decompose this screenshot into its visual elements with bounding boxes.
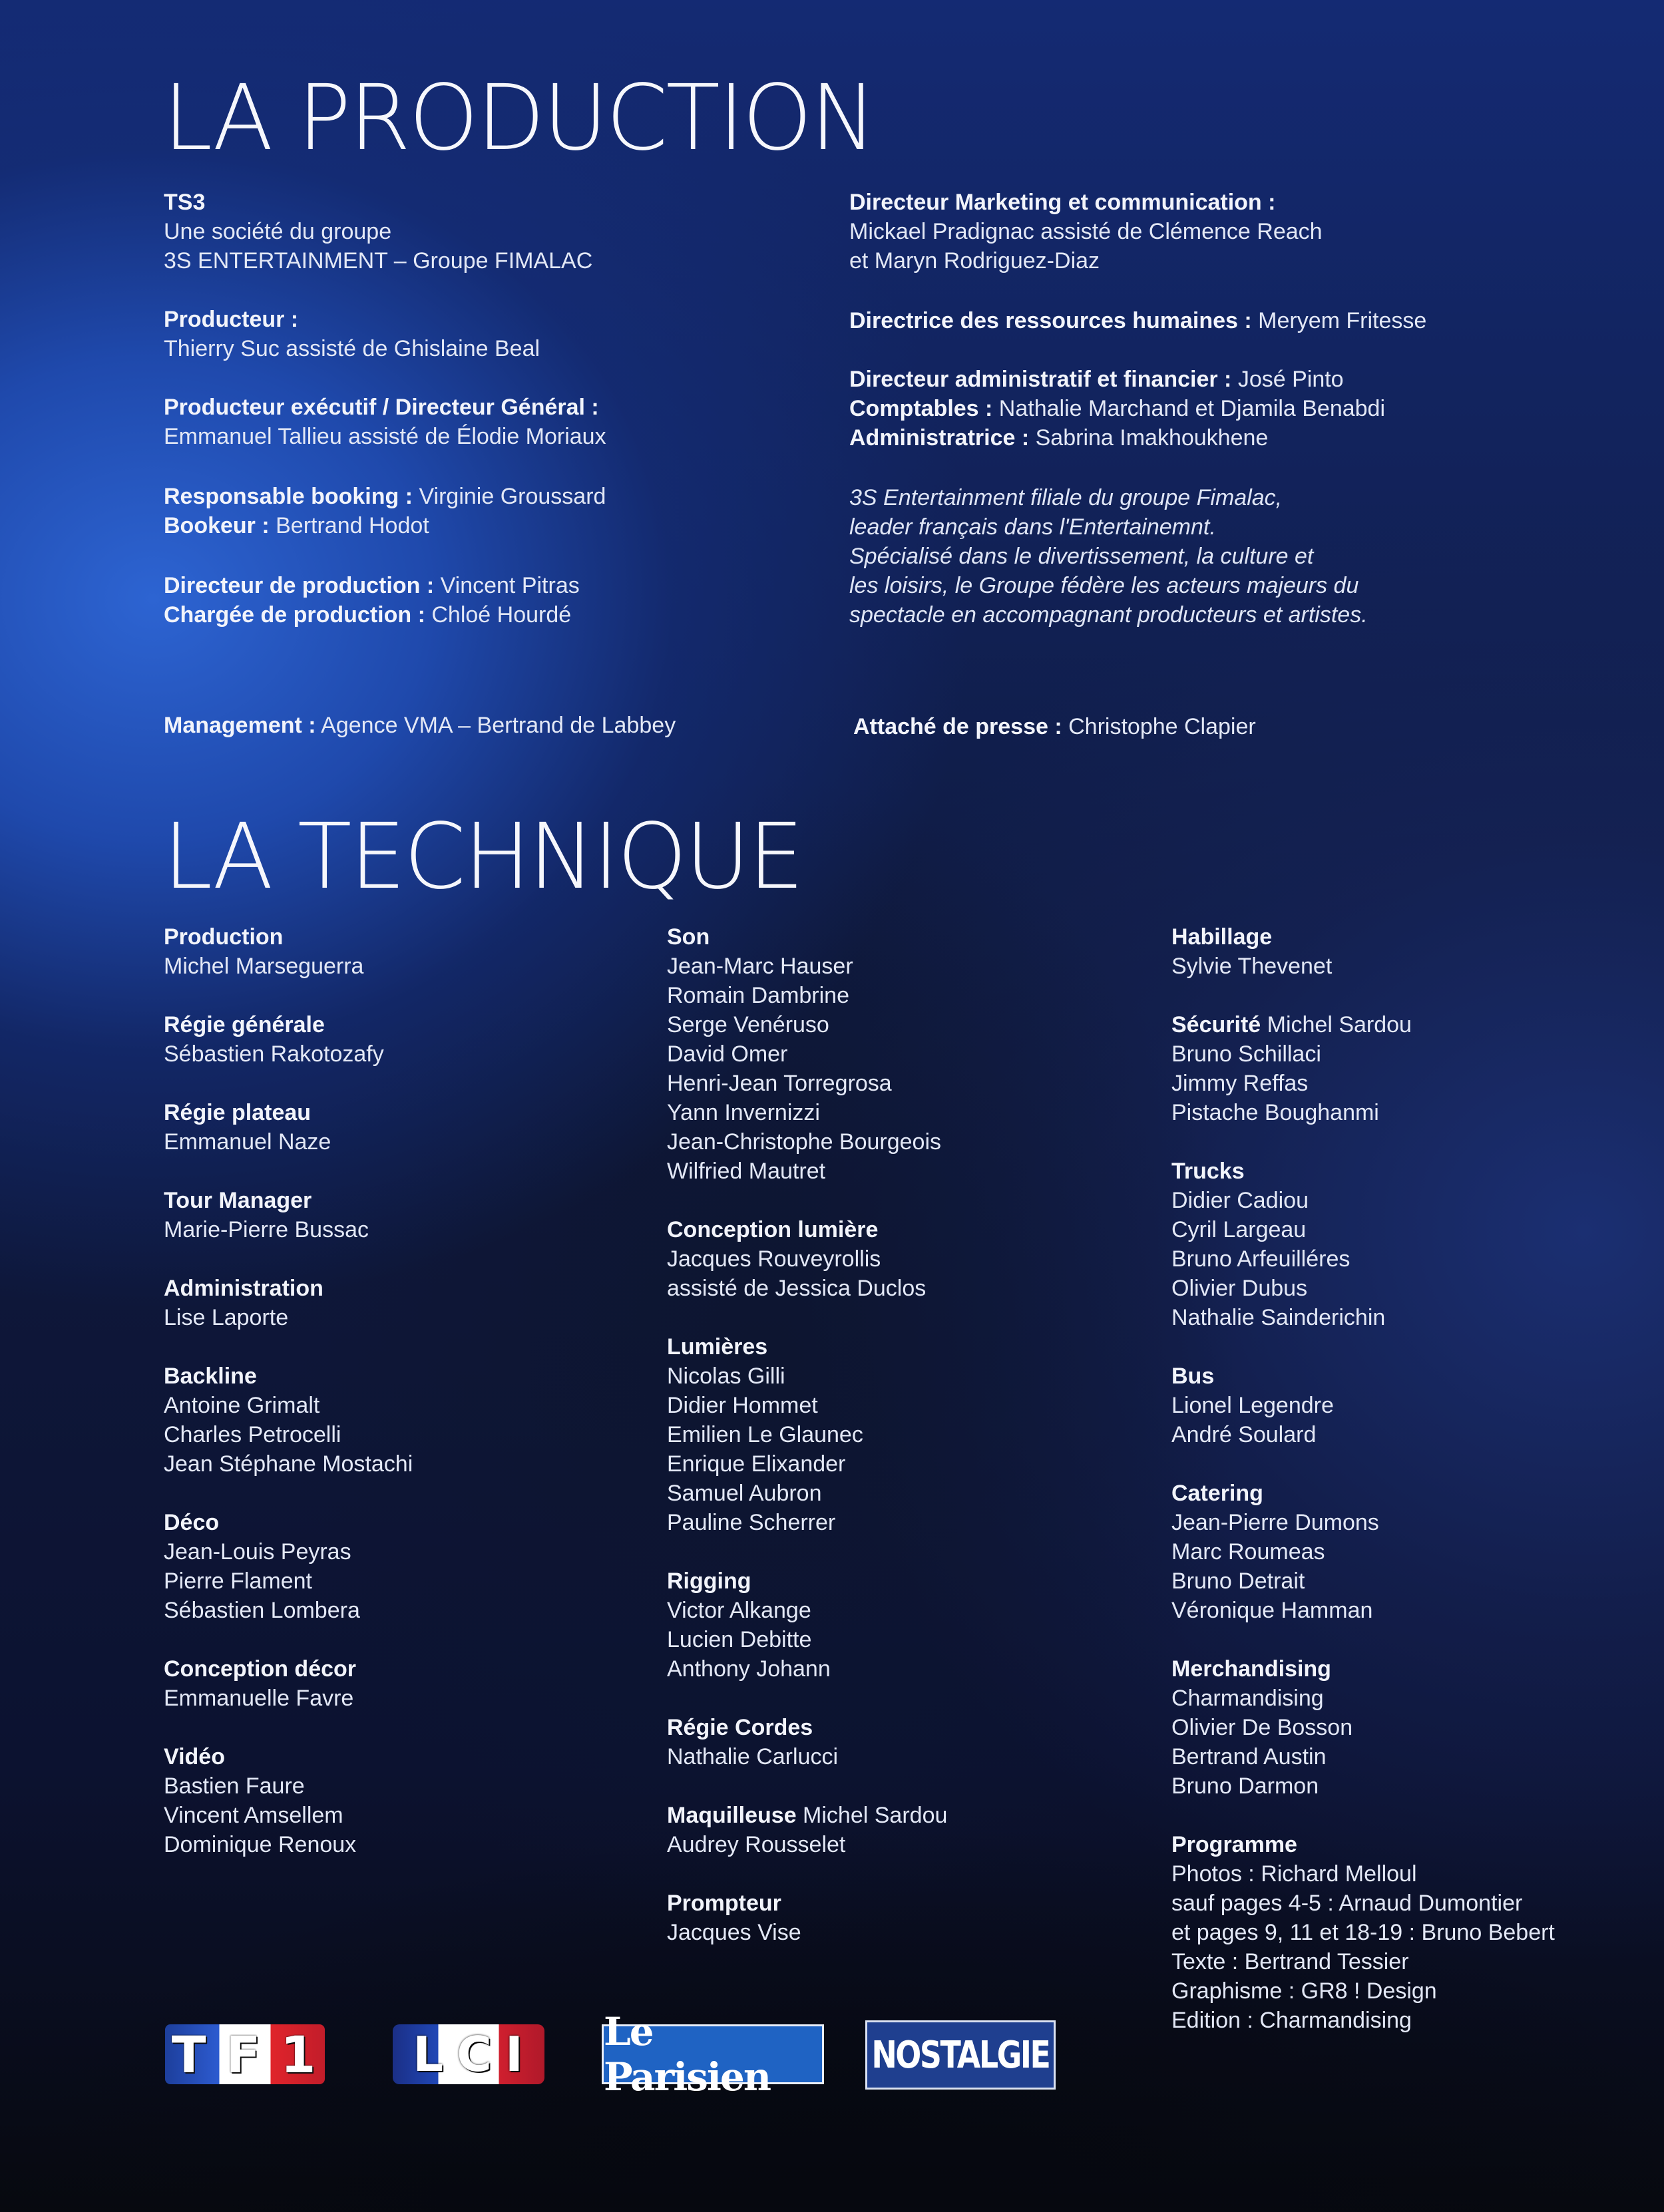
credit-name: Sébastien Lombera	[164, 1598, 360, 1623]
credit-section	[164, 1098, 656, 1157]
credit-name: Pistache Boughanmi	[1171, 1100, 1379, 1125]
credit-role: Régie Cordes	[667, 1715, 813, 1740]
admin-label: Administratrice :	[849, 425, 1030, 451]
credit-heading	[1171, 1157, 1664, 1186]
management-block	[164, 711, 676, 740]
credit-role: Conception lumière	[667, 1217, 879, 1242]
credit-name: Cyril Largeau	[1171, 1217, 1307, 1242]
booking-value: Virginie Groussard	[413, 484, 606, 509]
credit-name: Edition : Charmandising	[1171, 2008, 1412, 2033]
credit-name: Dominique Renoux	[164, 1832, 357, 1857]
lci-logo	[393, 2024, 544, 2084]
credit-section	[1171, 1479, 1664, 1625]
credit-name: Graphisme : GR8 ! Design	[1171, 1978, 1437, 2004]
credit-heading	[1171, 922, 1664, 952]
credit-name: Emmanuel Naze	[164, 1129, 331, 1155]
presse-label: Attaché de presse :	[853, 714, 1062, 739]
credit-section	[667, 1889, 1159, 1947]
credit-role-detail: Michel Sardou	[1261, 1012, 1412, 1037]
booking-block	[164, 482, 606, 540]
chargee-value: Chloé Hourdé	[425, 602, 572, 628]
comptables-value: Nathalie Marchand et Djamila Benabdi	[992, 396, 1386, 421]
credit-name: Vincent Amsellem	[164, 1803, 343, 1828]
credit-name: Nathalie Sainderichin	[1171, 1305, 1386, 1330]
credit-role: Catering	[1171, 1481, 1263, 1506]
credit-name: Antoine Grimalt	[164, 1393, 320, 1418]
credit-name: Pauline Scherrer	[667, 1510, 836, 1535]
about-line: spectacle en accompagnant producteurs et artistes.	[849, 602, 1368, 628]
credit-name: Wilfried Mautret	[667, 1159, 826, 1184]
credit-section	[1171, 1010, 1664, 1127]
credit-name: Victor Alkange	[667, 1598, 811, 1623]
credit-heading	[1171, 1479, 1664, 1508]
credit-role: Habillage	[1171, 924, 1273, 950]
about-line: leader français dans l'Entertainemnt.	[849, 514, 1216, 540]
about-paragraph	[849, 483, 1368, 630]
credit-name: Olivier Dubus	[1171, 1276, 1308, 1301]
credit-heading	[667, 1713, 1159, 1742]
credit-name: Photos : Richard Melloul	[1171, 1861, 1417, 1887]
technique-column-3	[1171, 922, 1664, 2064]
credit-role: Lumières	[667, 1334, 768, 1360]
credit-heading	[667, 1567, 1159, 1596]
credit-section	[1171, 1830, 1664, 2035]
credit-section	[164, 1742, 656, 1859]
credit-name: Didier Hommet	[667, 1393, 818, 1418]
credit-role: Prompteur	[667, 1891, 781, 1916]
credit-section	[667, 1801, 1159, 1859]
technique-heading: LA TECHNIQUE	[163, 805, 803, 910]
credit-role: Tour Manager	[164, 1188, 312, 1213]
technique-column-1	[164, 922, 656, 1889]
le-parisien-logo-text: Le Parisien	[604, 2009, 770, 2100]
ts3-line1: Une société du groupe	[164, 219, 392, 244]
rh-label: Directrice des ressources humaines :	[849, 308, 1252, 333]
credit-name: Lucien Debitte	[667, 1627, 812, 1652]
credit-name: Olivier De Bosson	[1171, 1715, 1353, 1740]
credit-name: André Soulard	[1171, 1422, 1317, 1447]
booking-label: Responsable booking :	[164, 484, 413, 509]
credit-name: Sylvie Thevenet	[1171, 954, 1333, 979]
about-line: Spécialisé dans le divertissement, la culture et	[849, 544, 1314, 569]
tf1-logo-text: TF1	[171, 2024, 336, 2084]
credit-role: Rigging	[667, 1568, 751, 1594]
daf-label: Directeur administratif et financier :	[849, 367, 1232, 392]
executif-value: Emmanuel Tallieu assisté de Élodie Moriaux	[164, 424, 606, 449]
daf-value: José Pinto	[1231, 367, 1344, 392]
credit-name: Véronique Hamman	[1171, 1598, 1373, 1623]
credit-heading	[667, 922, 1159, 952]
credit-name: Bruno Darmon	[1171, 1773, 1319, 1799]
management-label: Management :	[164, 713, 316, 738]
dirprod-block	[164, 571, 580, 630]
credit-name: Henri-Jean Torregrosa	[667, 1071, 892, 1096]
chargee-label: Chargée de production :	[164, 602, 425, 628]
credit-role: Son	[667, 924, 710, 950]
executif-label: Producteur exécutif / Directeur Général :	[164, 395, 599, 420]
production-heading: LA PRODUCTION	[163, 66, 875, 171]
credit-name: Nicolas Gilli	[667, 1364, 785, 1389]
presse-block	[853, 712, 1256, 741]
credit-name: Jacques Vise	[667, 1920, 801, 1945]
credit-name: Bruno Detrait	[1171, 1568, 1305, 1594]
credit-name: Bruno Arfeuilléres	[1171, 1246, 1351, 1272]
credit-section	[1171, 922, 1664, 981]
ts3-label: TS3	[164, 190, 206, 215]
credit-section	[164, 922, 656, 981]
credit-name: Texte : Bertrand Tessier	[1171, 1949, 1409, 1974]
credit-role: Trucks	[1171, 1159, 1245, 1184]
credit-heading	[667, 1801, 1159, 1830]
credit-heading	[164, 1362, 656, 1391]
credit-section	[667, 1713, 1159, 1771]
credit-name: David Omer	[667, 1041, 788, 1067]
credit-role: Déco	[164, 1510, 220, 1535]
credit-name: Jean-Louis Peyras	[164, 1539, 351, 1565]
credit-name: assisté de Jessica Duclos	[667, 1276, 927, 1301]
lci-logo-text: LCI	[413, 2026, 536, 2082]
executif-block	[164, 393, 606, 451]
credit-role: Vidéo	[164, 1744, 225, 1769]
credit-name: Serge Venéruso	[667, 1012, 829, 1037]
credit-role-detail: Michel Sardou	[796, 1803, 948, 1828]
credit-section	[667, 922, 1159, 1186]
credit-role: Sécurité	[1171, 1012, 1261, 1037]
credit-name: Emilien Le Glaunec	[667, 1422, 863, 1447]
marketing-line2: et Maryn Rodriguez-Diaz	[849, 248, 1100, 274]
credit-name: Emmanuelle Favre	[164, 1686, 354, 1711]
credit-name: Jean Stéphane Mostachi	[164, 1451, 413, 1477]
management-value: Agence VMA – Bertrand de Labbey	[315, 713, 676, 738]
credit-role: Programme	[1171, 1832, 1297, 1857]
credit-heading	[164, 1010, 656, 1039]
bookeur-value: Bertrand Hodot	[269, 513, 429, 538]
credit-role: Production	[164, 924, 284, 950]
nostalgie-logo-text: NOSTALGIE	[871, 2033, 1050, 2077]
credit-name: Jimmy Reffas	[1171, 1071, 1309, 1096]
ts3-block	[164, 188, 592, 276]
credit-name: Charles Petrocelli	[164, 1422, 341, 1447]
credit-role: Régie générale	[164, 1012, 325, 1037]
credit-section	[164, 1010, 656, 1069]
credit-heading	[164, 1654, 656, 1684]
credit-name: Bruno Schillaci	[1171, 1041, 1321, 1067]
credit-section	[1171, 1157, 1664, 1332]
tf1-logo	[165, 2024, 336, 2084]
credit-heading	[164, 922, 656, 952]
credit-section	[164, 1654, 656, 1713]
credit-section	[667, 1567, 1159, 1684]
credit-name: Sébastien Rakotozafy	[164, 1041, 384, 1067]
presse-value: Christophe Clapier	[1062, 714, 1256, 739]
dirprod-value: Vincent Pitras	[434, 573, 580, 598]
credit-name: Lionel Legendre	[1171, 1393, 1334, 1418]
credit-name: Bastien Faure	[164, 1773, 305, 1799]
credit-name: Jacques Rouveyrollis	[667, 1246, 881, 1272]
rh-block	[849, 306, 1426, 335]
admin-value: Sabrina Imakhoukhene	[1029, 425, 1269, 451]
bookeur-label: Bookeur :	[164, 513, 270, 538]
producteur-block	[164, 305, 540, 363]
credit-name: Jean-Christophe Bourgeois	[667, 1129, 942, 1155]
credit-role: Administration	[164, 1276, 323, 1301]
credit-name: Marie-Pierre Bussac	[164, 1217, 369, 1242]
technique-column-2	[667, 922, 1159, 1976]
credit-name: Jean-Pierre Dumons	[1171, 1510, 1379, 1535]
credit-role: Backline	[164, 1364, 257, 1389]
rh-value: Meryem Fritesse	[1251, 308, 1427, 333]
credit-heading	[1171, 1830, 1664, 1859]
credit-heading	[164, 1186, 656, 1215]
credit-name: Enrique Elixander	[667, 1451, 846, 1477]
about-line: 3S Entertainment filiale du groupe Fimalac,	[849, 485, 1283, 510]
about-line: les loisirs, le Groupe fédère les acteurs majeurs du	[849, 573, 1359, 598]
credit-role: Conception décor	[164, 1656, 357, 1682]
nostalgie-logo	[865, 2020, 1056, 2090]
credit-heading	[164, 1742, 656, 1771]
credit-heading	[667, 1332, 1159, 1362]
credit-name: Charmandising	[1171, 1686, 1324, 1711]
credit-name: Jean-Marc Hauser	[667, 954, 853, 979]
credit-section	[667, 1215, 1159, 1303]
credit-name: et pages 9, 11 et 18-19 : Bruno Bebert	[1171, 1920, 1555, 1945]
credit-section	[667, 1332, 1159, 1537]
le-parisien-logo	[602, 2009, 824, 2100]
credit-name: Bertrand Austin	[1171, 1744, 1327, 1769]
credit-heading	[1171, 1654, 1664, 1684]
credit-section	[1171, 1654, 1664, 1801]
credit-name: Romain Dambrine	[667, 983, 849, 1008]
credit-name: Lise Laporte	[164, 1305, 289, 1330]
credit-heading	[1171, 1010, 1664, 1039]
credit-heading	[164, 1508, 656, 1537]
marketing-block	[849, 188, 1323, 276]
credit-section	[1171, 1362, 1664, 1449]
credit-heading	[667, 1215, 1159, 1244]
credit-name: Nathalie Carlucci	[667, 1744, 838, 1769]
producteur-value: Thierry Suc assisté de Ghislaine Beal	[164, 336, 540, 361]
dirprod-label: Directeur de production :	[164, 573, 435, 598]
producteur-label: Producteur :	[164, 307, 299, 332]
credit-name: Yann Invernizzi	[667, 1100, 820, 1125]
comptables-label: Comptables :	[849, 396, 993, 421]
credit-name: Audrey Rousselet	[667, 1832, 846, 1857]
credit-role: Régie plateau	[164, 1100, 312, 1125]
credit-name: Marc Roumeas	[1171, 1539, 1325, 1565]
credit-section	[164, 1362, 656, 1479]
credit-section	[164, 1186, 656, 1244]
credit-name: sauf pages 4-5 : Arnaud Dumontier	[1171, 1891, 1523, 1916]
credit-heading	[1171, 1362, 1664, 1391]
credit-role: Maquilleuse	[667, 1803, 797, 1828]
credit-name: Didier Cadiou	[1171, 1188, 1309, 1213]
credit-role: Bus	[1171, 1364, 1215, 1389]
credit-name: Samuel Aubron	[667, 1481, 822, 1506]
credit-name: Anthony Johann	[667, 1656, 831, 1682]
credit-heading	[164, 1274, 656, 1303]
ts3-line2: 3S ENTERTAINMENT – Groupe FIMALAC	[164, 248, 593, 274]
marketing-line1: Mickael Pradignac assisté de Clémence Reach	[849, 219, 1323, 244]
marketing-label: Directeur Marketing et communication :	[849, 190, 1276, 215]
credit-heading	[164, 1098, 656, 1127]
finance-block	[849, 365, 1385, 453]
credit-name: Pierre Flament	[164, 1568, 312, 1594]
credit-section	[164, 1508, 656, 1625]
credit-heading	[667, 1889, 1159, 1918]
credit-section	[164, 1274, 656, 1332]
credit-role: Merchandising	[1171, 1656, 1331, 1682]
credit-name: Michel Marseguerra	[164, 954, 364, 979]
